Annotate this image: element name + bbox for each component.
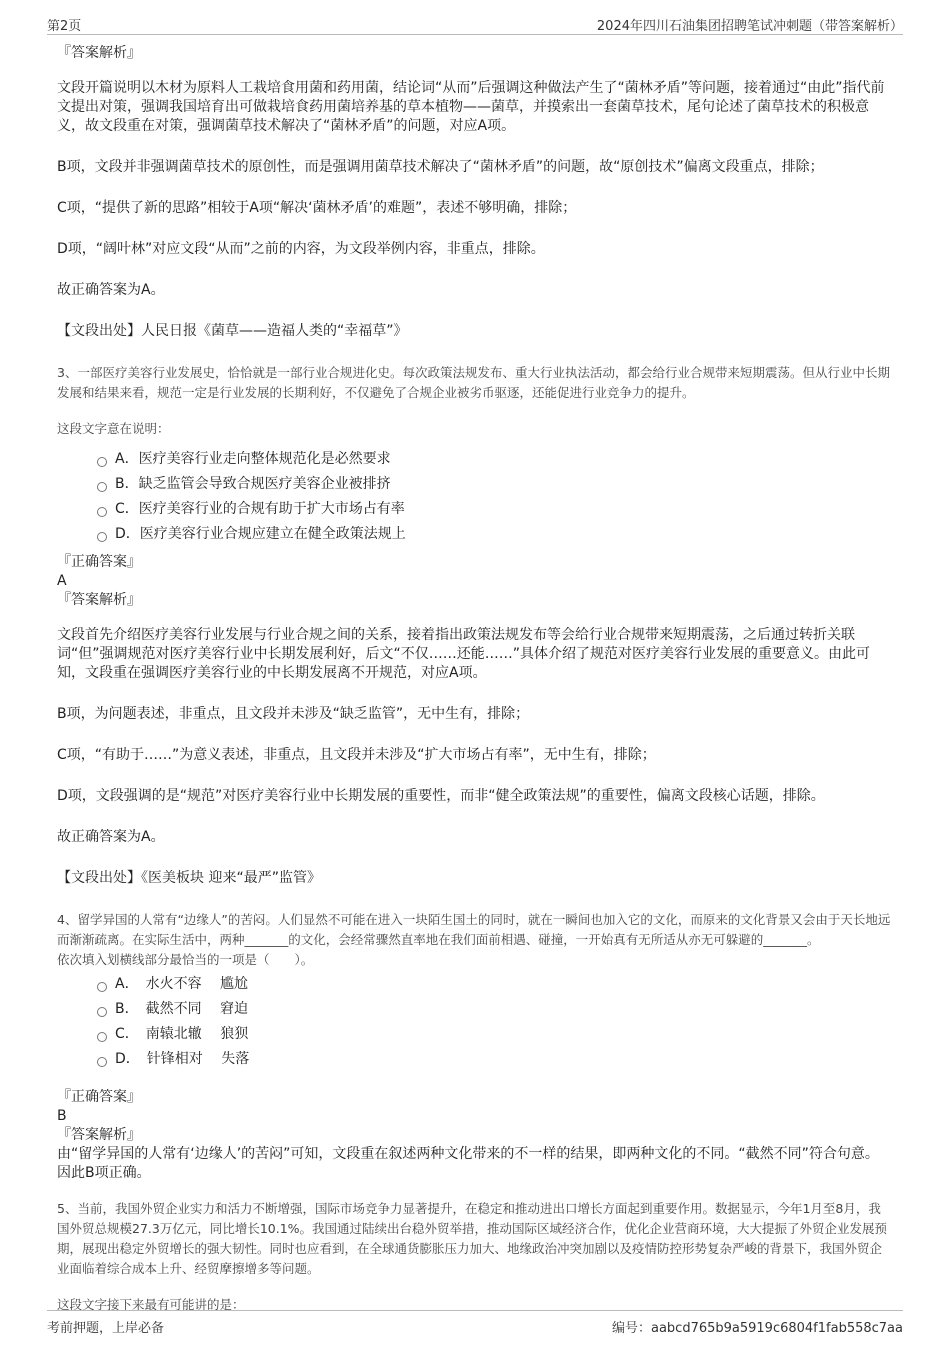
option-label: B．缺乏监管会导致合规医疗美容企业被排挤: [115, 476, 391, 492]
correct-answer: B: [57, 1108, 67, 1124]
option-label: D． 针锋相对 失落: [115, 1051, 250, 1067]
question-stem: 3、一部医疗美容行业发展史，恰恰就是一部行业合规进化史。每次政策法规发布、重大行业执法活动，都会给行业合规带来短期震荡。但从行业中长期发展和结果来看，规范一定是行业发展的长期利好，不仅避免了合规企业被劣币驱逐，还能促进行业竞争力的提升。: [57, 365, 890, 400]
analysis-paragraph: 文段开篇说明以木材为原料人工栽培食用菌和药用菌，结论词“从而”后强调这种做法产生了“菌林矛盾”等问题，接着通过“由此”指代前文提出对策，强调我国培育出可做栽培食药用菌培养基的草本植物——菌草，并摸索出一套菌草技术，尾句论述了菌草技术的积极意义，故文段重在对策，强调菌草技术解决了“菌林矛盾”的问题，对应A项。: [57, 80, 885, 134]
option-list: [97, 972, 892, 1072]
page-number: 第2页: [47, 19, 82, 34]
option-a[interactable]: [97, 447, 892, 472]
page-header: [47, 12, 903, 35]
question-stem: 4、留学异国的人常有“边缘人”的苦闷。人们显然不可能在进入一块陌生国土的同时，就在一瞬间也加入它的文化，而原来的文化背景又会由于天长地远而渐渐疏离。在实际生活中，两种_______的文化，会经常骤然直率地在我们面前相遇、碰撞，一开始真有无所适从亦无可躲避的_______。: [57, 912, 891, 947]
analysis-paragraph: D项，文段强调的是“规范”对医疗美容行业中长期发展的重要性，而非“健全政策法规”的重要性，偏离文段核心话题，排除。: [57, 788, 825, 804]
option-b[interactable]: [97, 997, 892, 1022]
radio-icon[interactable]: [97, 982, 107, 992]
radio-icon[interactable]: [97, 457, 107, 467]
page-footer: [47, 1310, 903, 1335]
document-title: 2024年四川石油集团招聘笔试冲刺题（带答案解析）: [596, 19, 903, 34]
option-c[interactable]: [97, 497, 892, 522]
footer-slogan: 考前押题，上岸必备: [47, 1321, 165, 1336]
analysis-paragraph: B项，为问题表述，非重点，且文段并未涉及“缺乏监管”，无中生有，排除；: [57, 706, 530, 722]
option-label: D．医疗美容行业合规应建立在健全政策法规上: [115, 526, 406, 542]
option-label: C． 南辕北辙 狼狈: [115, 1026, 249, 1042]
question-prompt: 这段文字接下来最有可能讲的是：: [57, 1297, 245, 1312]
source-note: 【文段出处】人民日报《菌草——造福人类的“幸福草”》: [57, 323, 408, 339]
source-note: 【文段出处】《医美板块 迎来“最严”监管》: [57, 870, 321, 886]
question-stem: 5、当前，我国外贸企业实力和活力不断增强，国际市场竞争力显著提升，在稳定和推动进出口增长方面起到重要作用。数据显示，今年1月至8月，我国外贸总规模27.3万亿元，同比增长10.1%。我国通过陆续出台稳外贸举措，推动国际区域经济合作，优化企业营商环境，大大提振了外贸企业发展预期，展现出稳定外贸增长的强大韧性。同时也应看到，在全球通货膨胀压力加大、地缘政治冲突加剧以及疫情防控形势复杂严峻的背景下，我国外贸企业面临着综合成本上升、经贸摩擦增多等问题。: [57, 1201, 888, 1276]
option-list: [97, 447, 892, 547]
correct-answer: A: [57, 573, 67, 589]
analysis-label: 『答案解析』: [57, 1127, 141, 1143]
option-a[interactable]: [97, 972, 892, 997]
radio-icon[interactable]: [97, 1032, 107, 1042]
analysis-paragraph: C项，“提供了新的思路”相较于A项“解决‘菌林矛盾’的难题”，表述不够明确，排除；: [57, 200, 577, 216]
document-code: 编号：aabcd765b9a5919c6804f1fab558c7aa: [611, 1321, 903, 1336]
radio-icon[interactable]: [97, 507, 107, 517]
radio-icon[interactable]: [97, 482, 107, 492]
conclusion: 故正确答案为A。: [57, 829, 165, 845]
radio-icon[interactable]: [97, 1057, 107, 1067]
option-c[interactable]: [97, 1022, 892, 1047]
conclusion: 故正确答案为A。: [57, 282, 165, 298]
option-label: B． 截然不同 窘迫: [115, 1001, 249, 1017]
analysis-paragraph: C项，“有助于……”为意义表述，非重点，且文段并未涉及“扩大市场占有率”，无中生有，排除；: [57, 747, 656, 763]
option-label: A． 水火不容 尴尬: [115, 976, 249, 992]
option-d[interactable]: [97, 522, 892, 547]
option-label: C．医疗美容行业的合规有助于扩大市场占有率: [115, 501, 405, 517]
question-prompt: 依次填入划横线部分最恰当的一项是（ ）。: [57, 952, 314, 967]
option-d[interactable]: [97, 1047, 892, 1072]
correct-answer-label: 『正确答案』: [57, 554, 141, 570]
main-content: [57, 44, 892, 1315]
analysis-paragraph: 由“留学异国的人常有‘边缘人’的苦闷”可知，文段重在叙述两种文化带来的不一样的结果，即两种文化的不同。“截然不同”符合句意。因此B项正确。: [57, 1146, 879, 1181]
analysis-paragraph: D项，“阔叶林”对应文段“从而”之前的内容，为文段举例内容，非重点，排除。: [57, 241, 545, 257]
radio-icon[interactable]: [97, 1007, 107, 1017]
analysis-paragraph: 文段首先介绍医疗美容行业发展与行业合规之间的关系，接着指出政策法规发布等会给行业合规带来短期震荡，之后通过转折关联词“但”强调规范对医疗美容行业中长期发展利好，后文“不仅……还能……”具体介绍了规范对医疗美容行业发展的重要意义。由此可知，文段重在强调医疗美容行业的中长期发展离不开规范，对应A项。: [57, 627, 871, 681]
analysis-paragraph: B项，文段并非强调菌草技术的原创性，而是强调用菌草技术解决了“菌林矛盾”的问题，故“原创技术”偏离文段重点，排除；: [57, 159, 824, 175]
radio-icon[interactable]: [97, 532, 107, 542]
question-prompt: 这段文字意在说明：: [57, 421, 170, 436]
option-label: A．医疗美容行业走向整体规范化是必然要求: [115, 451, 391, 467]
correct-answer-label: 『正确答案』: [57, 1089, 141, 1105]
option-b[interactable]: [97, 472, 892, 497]
analysis-label: 『答案解析』: [57, 592, 141, 608]
analysis-label: 『答案解析』: [57, 45, 141, 61]
